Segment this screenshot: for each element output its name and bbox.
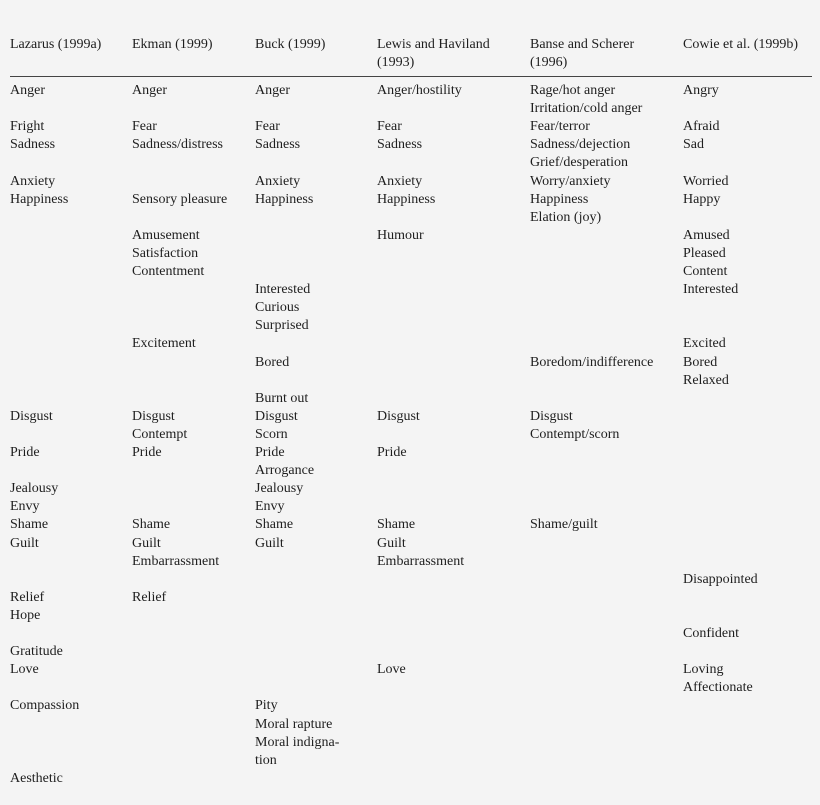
table-cell: Shame/guilt: [530, 517, 598, 533]
table-cell: Affectionate: [683, 680, 753, 696]
table-cell: Disgust: [132, 408, 175, 424]
table-cell: Love: [10, 662, 39, 678]
table-cell: Pity: [255, 698, 278, 714]
table-cell: Excited: [683, 336, 726, 352]
column-header-4: [377, 36, 490, 72]
table-cell: Anger: [255, 83, 290, 98]
table-cell: Shame: [377, 517, 416, 533]
table-cell: Fear: [255, 119, 280, 135]
table-cell: Fright: [10, 119, 45, 135]
table-cell: Irritation/cold anger: [530, 101, 643, 117]
table-cell: Pride: [377, 445, 407, 460]
column-header-line: Cowie et al. (1999b): [683, 37, 799, 52]
column-header-line: Buck (1999): [255, 37, 326, 52]
table-cell: Humour: [377, 227, 424, 243]
column-header-line: Banse and Scherer: [530, 37, 635, 52]
table-cell: Happiness: [255, 191, 314, 207]
column-header-line: Lewis and Haviland: [377, 37, 490, 52]
table-cell: Guilt: [377, 535, 406, 551]
table-cell: Bored: [255, 354, 290, 370]
table-cell: Sadness/dejection: [530, 137, 631, 153]
table-cell: Moral indigna-: [255, 734, 340, 750]
table-cell: Relief: [132, 589, 167, 605]
table-cell: Anger/hostility: [377, 83, 462, 98]
table-cell: Shame: [10, 517, 49, 533]
table-cell: Jealousy: [10, 481, 59, 497]
table-cell: Pride: [255, 445, 285, 460]
column-header-5: [530, 36, 634, 72]
table-cell: Guilt: [132, 535, 161, 551]
table-cell: Content: [683, 264, 728, 279]
table-cell: Hope: [10, 607, 41, 623]
table-cell: Sadness: [255, 137, 301, 153]
table-cell: Sad: [683, 137, 704, 153]
table-cell: Envy: [10, 499, 40, 515]
table-cell: Anger: [132, 83, 167, 98]
table-cell: Fear: [377, 119, 402, 135]
table-cell: Compassion: [10, 698, 80, 714]
table-cell: Gratitude: [10, 644, 63, 660]
table-cell: Happiness: [377, 191, 436, 207]
table-cell: Scorn: [255, 426, 288, 442]
column-header-line: (1993): [377, 55, 415, 70]
table-cell: Shame: [255, 517, 294, 533]
table-cell: Envy: [255, 499, 285, 515]
table-cell: Contempt/scorn: [530, 426, 620, 442]
table-cell: Grief/desperation: [530, 155, 628, 171]
column-header-2: [132, 36, 212, 54]
table-cell: Interested: [255, 282, 311, 298]
table-cell: Contentment: [132, 264, 205, 279]
table-cell: Afraid: [683, 119, 720, 135]
table-cell: Disgust: [10, 408, 53, 424]
table-cell: Sadness: [377, 137, 423, 153]
table-cell: Boredom/indifference: [530, 354, 654, 370]
table-cell: Disgust: [377, 408, 420, 424]
column-header-line: Ekman (1999): [132, 37, 213, 52]
table-cell: Worry/anxiety: [530, 173, 611, 189]
table-cell: Rage/hot anger: [530, 83, 616, 98]
table-cell: Pride: [132, 445, 162, 460]
table-cell: Jealousy: [255, 481, 304, 497]
table-cell: Fear/terror: [530, 119, 590, 135]
table-cell: Loving: [683, 662, 724, 678]
column-header-1: [10, 36, 101, 54]
table-cell: Pleased: [683, 245, 726, 261]
table-cell: Angry: [683, 83, 719, 98]
table-cell: Excitement: [132, 336, 196, 352]
table-cell: Anxiety: [255, 173, 301, 189]
table-cell: Love: [377, 662, 406, 678]
table-cell: Disgust: [255, 408, 298, 424]
table-cell: Relief: [10, 589, 45, 605]
column-header-line: (1996): [530, 55, 568, 70]
table-cell: Worried: [683, 173, 729, 189]
column-header-6: [683, 36, 798, 54]
table-cell: Happiness: [530, 191, 589, 207]
table-cell: Happiness: [10, 191, 69, 207]
table-cell: Interested: [683, 282, 739, 298]
table-cell: Anger: [10, 83, 45, 98]
header-rule: [10, 76, 812, 77]
table-cell: Pride: [10, 445, 40, 460]
table-cell: Guilt: [255, 535, 284, 551]
table-cell: Amused: [683, 227, 730, 243]
table-cell: Anxiety: [377, 173, 423, 189]
table-cell: Relaxed: [683, 372, 729, 388]
table-cell: Arrogance: [255, 463, 315, 479]
column-header-line: Lazarus (1999a): [10, 37, 102, 52]
table-cell: Disgust: [530, 408, 573, 424]
table-cell: Embarrassment: [377, 553, 465, 569]
table-cell: Bored: [683, 354, 718, 370]
table-cell: Fear: [132, 119, 157, 135]
table-header: [0, 36, 820, 76]
table-cell: Shame: [132, 517, 171, 533]
table-cell: Moral rapture: [255, 716, 333, 732]
table-cell: Confident: [683, 626, 739, 641]
table-cell: Sadness/distress: [132, 137, 223, 153]
table-cell: Surprised: [255, 318, 309, 334]
table-cell: Guilt: [10, 535, 39, 551]
table-cell: Sensory pleasure: [132, 191, 228, 207]
table-cell: Curious: [255, 300, 300, 316]
table-cell: Sadness: [10, 137, 56, 153]
table-cell: tion: [255, 752, 277, 768]
table-cell: Elation (joy): [530, 209, 602, 225]
table-cell: Aesthetic: [10, 770, 63, 786]
table-cell: Anxiety: [10, 173, 56, 189]
table-cell: Disappointed: [683, 571, 758, 587]
table-cell: Satisfaction: [132, 245, 199, 261]
table-cell: Embarrassment: [132, 553, 220, 569]
table-cell: Contempt: [132, 426, 188, 442]
table-cell: Happy: [683, 191, 721, 207]
table-cell: Burnt out: [255, 390, 309, 406]
column-header-3: [255, 36, 325, 54]
table-cell: Amusement: [132, 227, 200, 243]
